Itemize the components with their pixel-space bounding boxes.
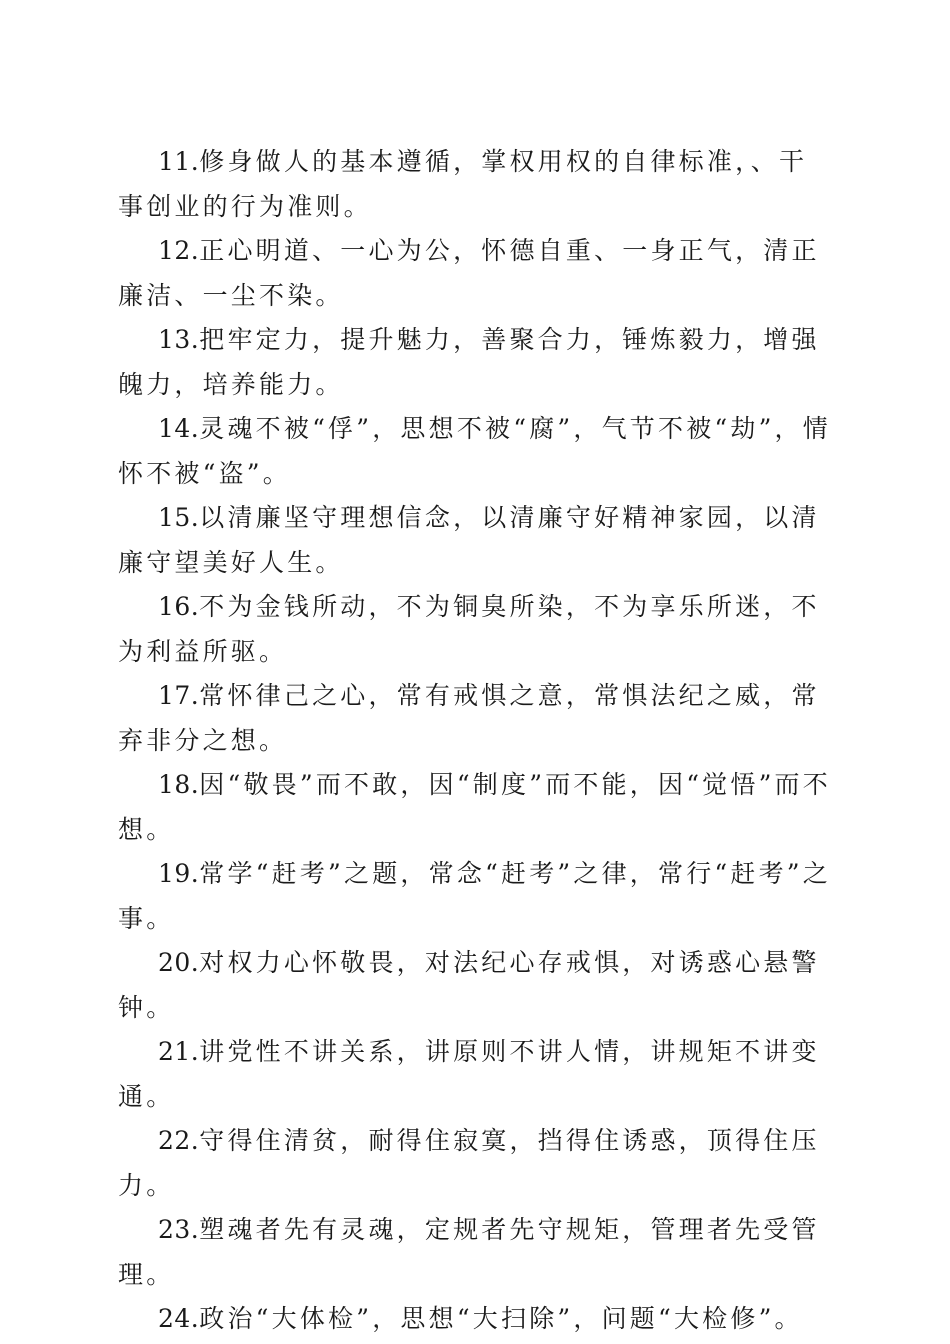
item-number: 19.: [158, 859, 200, 888]
item-number: 18.: [158, 770, 200, 799]
list-item-16: [118, 585, 834, 674]
list-item-24: [118, 1297, 834, 1342]
list-item-12: [118, 229, 834, 318]
item-text: 政治“大体检”，思想“大扫除”，问题“大检修”。: [199, 1304, 803, 1333]
item-text: 塑魂者先有灵魂，定规者先守规矩，管理者先受管理。: [118, 1215, 820, 1289]
list-item-20: [118, 941, 834, 1030]
list-item-15: [118, 496, 834, 585]
item-number: 20.: [158, 948, 200, 977]
list-item-19: [118, 852, 834, 941]
item-text: 不为金钱所动，不为铜臭所染，不为享乐所迷，不为利益所驱。: [118, 592, 820, 666]
item-text: 以清廉坚守理想信念，以清廉守好精神家园，以清廉守望美好人生。: [118, 503, 820, 577]
item-text: 常学“赶考”之题，常念“赶考”之律，常行“赶考”之事。: [118, 859, 831, 933]
item-number: 12.: [158, 236, 200, 265]
item-number: 22.: [158, 1126, 200, 1155]
item-text: 讲党性不讲关系，讲原则不讲人情，讲规矩不讲变通。: [118, 1037, 820, 1111]
item-number: 16.: [158, 592, 200, 621]
item-number: 17.: [158, 681, 200, 710]
item-text: 修身做人的基本遵循，掌权用权的自律标准，、干事创业的行为准则。: [118, 147, 808, 221]
list-item-21: [118, 1030, 834, 1119]
item-text: 对权力心怀敬畏，对法纪心存戒惧，对诱惑心悬警钟。: [118, 948, 820, 1022]
item-text: 常怀律己之心，常有戒惧之意，常惧法纪之威，常弃非分之想。: [118, 681, 820, 755]
list-item-18: [118, 763, 834, 852]
item-text: 守得住清贫，耐得住寂寞，挡得住诱惑，顶得住压力。: [118, 1126, 820, 1200]
item-text: 因“敬畏”而不敢，因“制度”而不能，因“觉悟”而不想。: [118, 770, 831, 844]
list-item-22: [118, 1119, 834, 1208]
item-number: 15.: [158, 503, 200, 532]
item-number: 13.: [158, 325, 200, 354]
list-item-17: [118, 674, 834, 763]
list-item-11: [118, 140, 834, 229]
list-item-14: [118, 407, 834, 496]
item-text: 正心明道、一心为公，怀德自重、一身正气，清正廉洁、一尘不染。: [118, 236, 820, 310]
item-number: 21.: [158, 1037, 200, 1066]
item-number: 23.: [158, 1215, 200, 1244]
list-item-23: [118, 1208, 834, 1297]
list-item-13: [118, 318, 834, 407]
item-text: 把牢定力，提升魅力，善聚合力，锤炼毅力，增强魄力，培养能力。: [118, 325, 820, 399]
item-number: 24.: [158, 1304, 200, 1333]
item-number: 14.: [158, 414, 200, 443]
item-number: 11.: [158, 147, 200, 176]
document-body: [118, 140, 834, 1342]
item-text: 灵魂不被“俘”，思想不被“腐”，气节不被“劫”，情怀不被“盗”。: [118, 414, 831, 488]
